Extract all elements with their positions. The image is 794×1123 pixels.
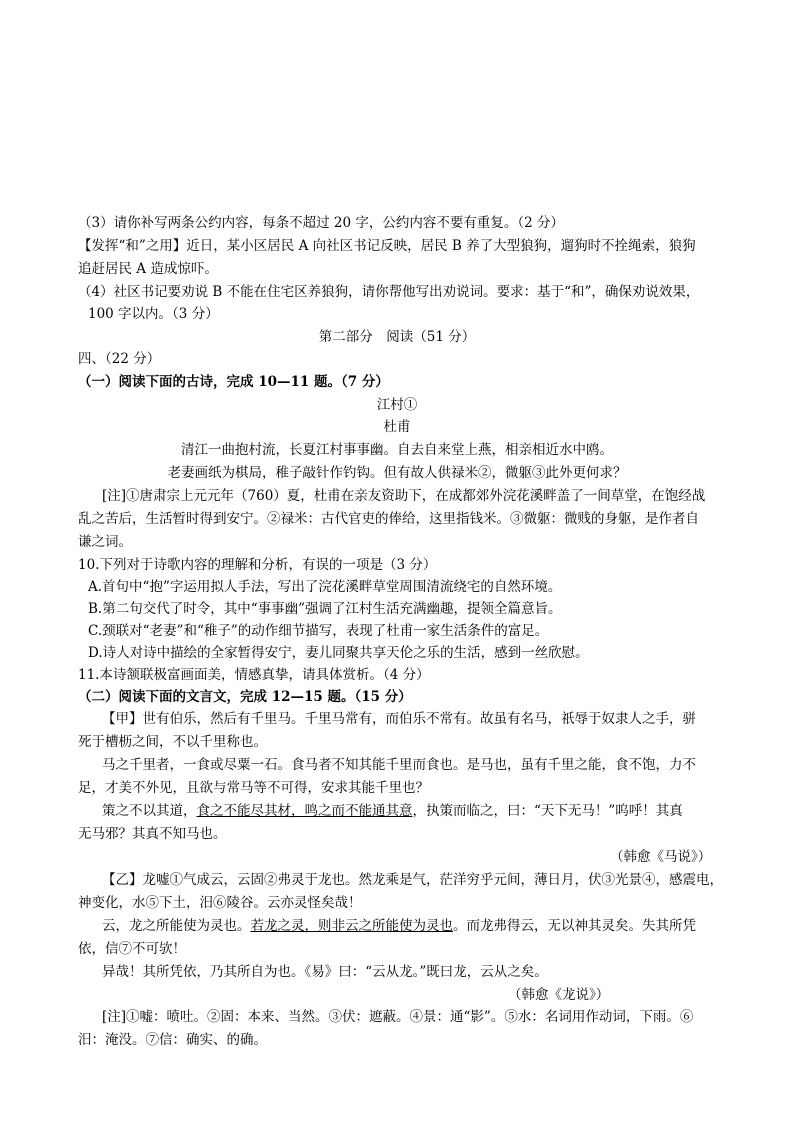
text-yi-line-4: 依，信⑦不可欤！ bbox=[78, 941, 186, 957]
question-10-option-d: D.诗人对诗中描绘的全家暂得安宁，妻儿同聚共享天伦之乐的生活，感到一丝欣慰。 bbox=[88, 645, 589, 661]
text-yi-line-3 bbox=[102, 915, 696, 937]
text-jia-line-5-start: 策之不以其道， bbox=[102, 803, 197, 819]
text-yi-line-3-end: 。而龙弗得云，无以神其灵矣。失其所凭 bbox=[453, 918, 696, 934]
question-10-option-c: C.颈联对“老妻”和“稚子”的动作细节描写，表现了杜甫一家生活条件的富足。 bbox=[88, 623, 549, 639]
text-yi-note-line-1: [注]①嘘：喷吐。②固：本来、当然。③伏：遮蔽。④景：通“影”。⑤水：名词用作动词，下雨。⑥ bbox=[102, 1009, 694, 1025]
fahui-paragraph-line-1: 【发挥“和”之用】近日，某小区居民 A 向社区书记反映，居民 B 养了大型狼狗，遛狗时不拴绳索，狼狗 bbox=[78, 238, 696, 254]
poem-title: 江村① bbox=[376, 397, 418, 413]
text-jia-line-5 bbox=[102, 800, 683, 822]
fahui-paragraph-line-2: 追赶居民 A 造成惊吓。 bbox=[78, 261, 218, 277]
text-jia-source: （韩愈《马说》） bbox=[610, 849, 712, 865]
question-4-line-2: 100 字以内。（3 分） bbox=[88, 306, 219, 322]
subsection-two-heading: （二）阅读下面的文言文，完成 12—15 题。（15 分） bbox=[78, 689, 412, 705]
text-yi-underlined-sentence: 若龙之灵，则非云之所能使为灵也 bbox=[250, 918, 453, 934]
text-jia-line-6: 无马邪？其真不知马也。 bbox=[78, 826, 227, 842]
poem-author: 杜甫 bbox=[383, 419, 411, 435]
text-yi-note-line-2: 汨：淹没。⑦信：确实、的确。 bbox=[78, 1032, 267, 1048]
poem-note-line-2: 乱之苦后，生活暂时得到安宁。②禄米：古代官吏的俸给，这里指钱米。③微躯：微贱的身躯，是作者自 bbox=[78, 511, 699, 527]
question-4-line-1: （4）社区书记要劝说 B 不能在住宅区养狼狗，请你帮他写出劝说词。要求：基于“和”，确保劝说效果， bbox=[78, 284, 700, 300]
question-3: （3）请你补写两条公约内容，每条不超过 20 字，公约内容不要有重复。（2 分） bbox=[78, 215, 564, 231]
section-four-heading: 四、（22 分） bbox=[78, 351, 161, 367]
text-yi-line-5: 异哉！其所凭依，乃其所自为也。《易》曰：“云从龙。”既曰龙，云从之矣。 bbox=[102, 964, 548, 980]
text-jia-line-5-end: ，执策而临之，曰：“天下无马！”呜呼！其真 bbox=[412, 803, 683, 819]
text-jia-line-1: 【甲】世有伯乐，然后有千里马。千里马常有，而伯乐不常有。故虽有名马，祇辱于奴隶人之手，骈 bbox=[102, 711, 696, 727]
poem-line-2: 老妻画纸为棋局，稚子敲针作钓钩。但有故人供禄米②，微躯③此外更何求？ bbox=[167, 465, 627, 481]
question-10: 10.下列对于诗歌内容的理解和分析，有误的一项是（3 分） bbox=[78, 557, 437, 573]
text-yi-line-2: 神变化，水⑤下土，汨⑥陵谷。云亦灵怪矣哉！ bbox=[78, 895, 362, 911]
text-yi-line-1: 【乙】龙嘘①气成云，云固②弗灵于龙也。然龙乘是气，茫洋穷乎元间，薄日月，伏③光景④，感震电， bbox=[102, 872, 723, 888]
poem-note-line-1: [注]①唐肃宗上元元年（760）夏，杜甫在亲友资助下，在成都郊外浣花溪畔盖了一间草堂，在饱经战 bbox=[102, 488, 706, 504]
text-jia-line-3: 马之千里者，一食或尽粟一石。食马者不知其能千里而食也。是马也，虽有千里之能，食不饱，力不 bbox=[102, 757, 696, 773]
text-jia-underlined-sentence: 食之不能尽其材，鸣之而不能通其意 bbox=[196, 803, 413, 819]
text-jia-line-2: 死于槽枥之间，不以千里称也。 bbox=[78, 734, 267, 750]
poem-note-line-3: 谦之词。 bbox=[78, 534, 132, 550]
text-jia-line-4: 足，才美不外见，且欲与常马等不可得，安求其能千里也？ bbox=[78, 780, 429, 796]
question-10-option-a: A.首句中“抱”字运用拟人手法，写出了浣花溪畔草堂周围清流绕宅的自然环境。 bbox=[88, 579, 562, 595]
text-yi-source: （韩愈《龙说》） bbox=[508, 987, 610, 1003]
question-11: 11.本诗颔联极富画面美，情感真挚，请具体赏析。（4 分） bbox=[78, 667, 430, 683]
part-two-heading: 第二部分 阅读（51 分） bbox=[318, 329, 476, 345]
text-yi-line-3-start: 云，龙之所能使为灵也。 bbox=[102, 918, 251, 934]
question-10-option-b: B.第二句交代了时令，其中“事事幽”强调了江村生活充满幽趣，提领全篇意旨。 bbox=[88, 601, 562, 617]
subsection-one-heading: （一）阅读下面的古诗，完成 10—11 题。（7 分） bbox=[78, 374, 389, 390]
poem-line-1: 清江一曲抱村流，长夏江村事事幽。自去自来堂上燕，相亲相近水中鸥。 bbox=[181, 442, 613, 458]
